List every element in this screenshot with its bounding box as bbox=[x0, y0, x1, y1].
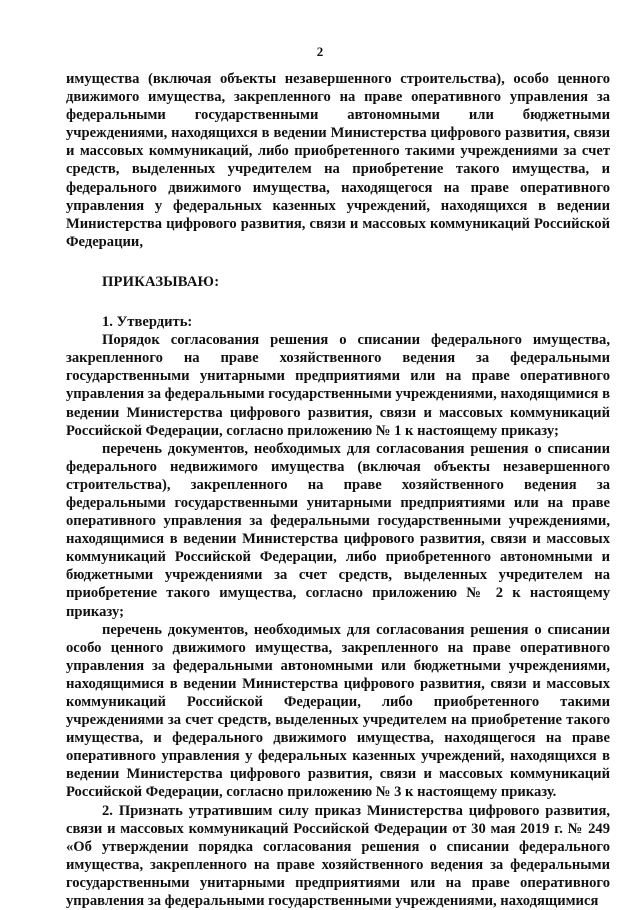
document-body bbox=[66, 70, 610, 910]
page-number: 2 bbox=[316, 44, 324, 59]
intro-paragraph: имущества (включая объекты незавершенного строительства), особо ценного движимого имущества, закрепленного на праве оперативного управления за федеральными государственными автономными или бюджетными учреждениями, находящихся в ведении Министерства цифрового развития, связи и массовых коммуникаций, либо приобретенного такими учреждениями за счет средств, выделенных учредителем на приобретение такого имущества, и федерального движимого имущества, находящегося на праве оперативного управления у федеральных казенных учреждений, находящихся в ведении Министерства цифрового развития, связи и массовых коммуникаций Российской Федерации, bbox=[66, 71, 610, 250]
item-2-paragraph: 2. Признать утратившим силу приказ Министерства цифрового развития, связи и массовых коммуникаций Российской Федерации от 30 мая 2019 г. № 249 «Об утверждении порядка согласования решения о списании федерального имущества, закрепленного на праве хозяйственного ведения за федеральными государственными унитарными предприятиями или на праве оперативного управления за федеральными государственными учреждениями, находящимися bbox=[66, 802, 610, 910]
item-1-paragraph-2: перечень документов, необходимых для согласования решения о списании федерального недвижимого имущества (включая объекты незавершенного строительства), закрепленного на праве хозяйственного ведения за федеральными государственными унитарными предприятиями или на праве оперативного управления за федеральными государственными учреждениями, находящимися в ведении Министерства цифрового развития, связи и массовых коммуникаций Российской Федерации, либо приобретенного автономными и бюджетными учреждениями за счет средств, выделенных учредителем на приобретение такого имущества, согласно приложению № 2 к настоящему приказу; bbox=[66, 440, 610, 620]
item-1-paragraph-1: Порядок согласования решения о списании федерального имущества, закрепленного на праве хозяйственного ведения за федеральными государственными унитарными предприятиями или на праве оперативного управления за федеральными государственными учреждениями, находящимися в ведении Министерства цифрового развития, связи и массовых коммуникаций Российской Федерации, согласно приложению № 1 к настоящему приказу; bbox=[66, 332, 610, 439]
item-1-title: 1. Утвердить: bbox=[102, 314, 193, 331]
order-heading: ПРИКАЗЫВАЮ: bbox=[102, 273, 220, 290]
item-1-paragraph-3: перечень документов, необходимых для согласования решения о списании особо ценного движимого имущества, закрепленного на праве оперативного управления за федеральными автономными или бюджетными учреждениями, находящимися в ведении Министерства цифрового развития, связи и массовых коммуникаций Российской Федерации, либо приобретенного такими учреждениями за счет средств, выделенных учредителем на приобретение такого имущества, и федерального движимого имущества, находящегося на праве оперативного управления у федеральных казенных учреждений, находящихся в ведении Министерства цифрового развития, связи и массовых коммуникаций Российской Федерации, согласно приложению № 3 к настоящему приказу. bbox=[66, 621, 610, 801]
